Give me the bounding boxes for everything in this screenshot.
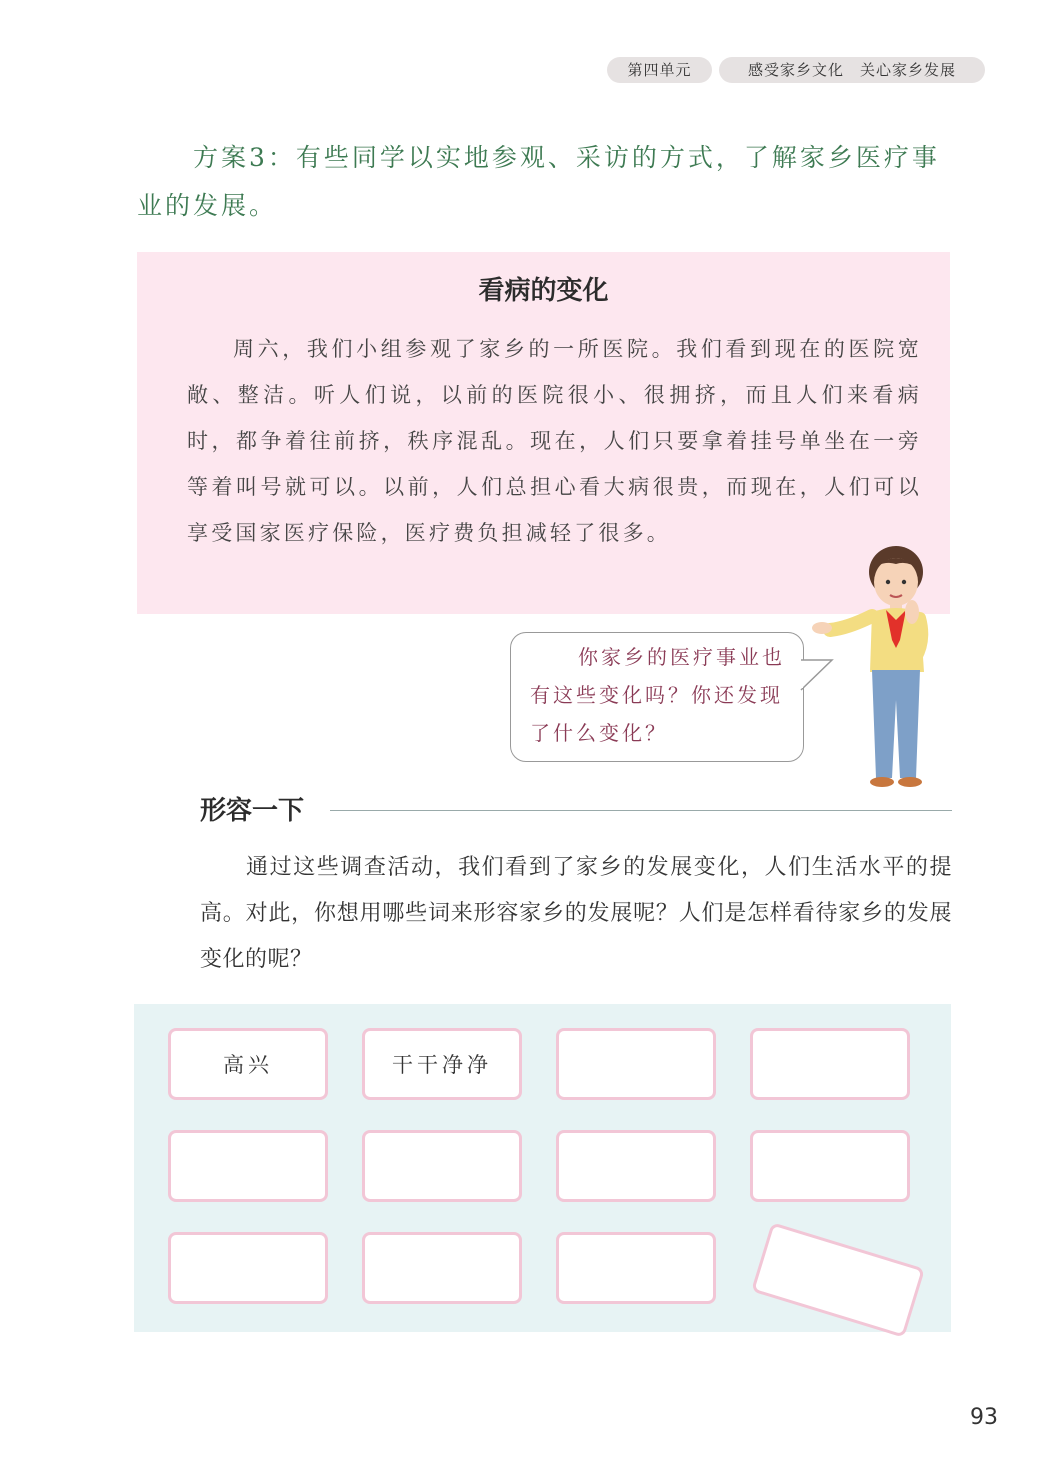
word-card[interactable] [362, 1130, 522, 1202]
story-title: 看病的变化 [478, 276, 609, 306]
word-card[interactable]: 高兴 [168, 1028, 328, 1100]
word-card[interactable] [556, 1232, 716, 1304]
word-card[interactable] [750, 1028, 910, 1100]
word-card[interactable] [750, 1130, 910, 1202]
section-text: 通过这些调查活动，我们看到了家乡的发展变化，人们生活水平的提高。对此，你想用哪些词来形容家乡的发展呢？人们是怎样看待家乡的发展变化的呢？ [200, 855, 952, 972]
topic-tab: 感受家乡文化 关心家乡发展 [719, 57, 985, 83]
story-text: 周六，我们小组参观了家乡的一所医院。我们看到现在的医院宽敞、整洁。听人们说，以前的医院很小、很拥挤，而且人们来看病时，都争着往前挤，秩序混乱。现在，人们只要拿着挂号单坐在一旁等着叫号就可以。以前，人们总担心看大病很贵，而现在，人们可以享受国家医疗保险，医疗费负担减轻了很多。 [187, 337, 922, 545]
bubble-tail [800, 656, 836, 696]
word-card[interactable] [168, 1232, 328, 1304]
plan-intro: 方案3：有些同学以实地参观、采访的方式，了解家乡医疗事业的发展。 [137, 143, 940, 220]
word-card[interactable]: 干干净净 [362, 1028, 522, 1100]
bubble-text: 你家乡的医疗事业也有这些变化吗？你还发现了什么变化？ [530, 645, 785, 745]
section-title: 形容一下 [200, 796, 305, 826]
unit-tab: 第四单元 [607, 57, 712, 83]
section-divider [330, 810, 952, 811]
word-card[interactable] [556, 1028, 716, 1100]
page-number: 93 [970, 1405, 998, 1430]
word-card[interactable] [556, 1130, 716, 1202]
word-card[interactable] [168, 1130, 328, 1202]
word-card[interactable] [362, 1232, 522, 1304]
